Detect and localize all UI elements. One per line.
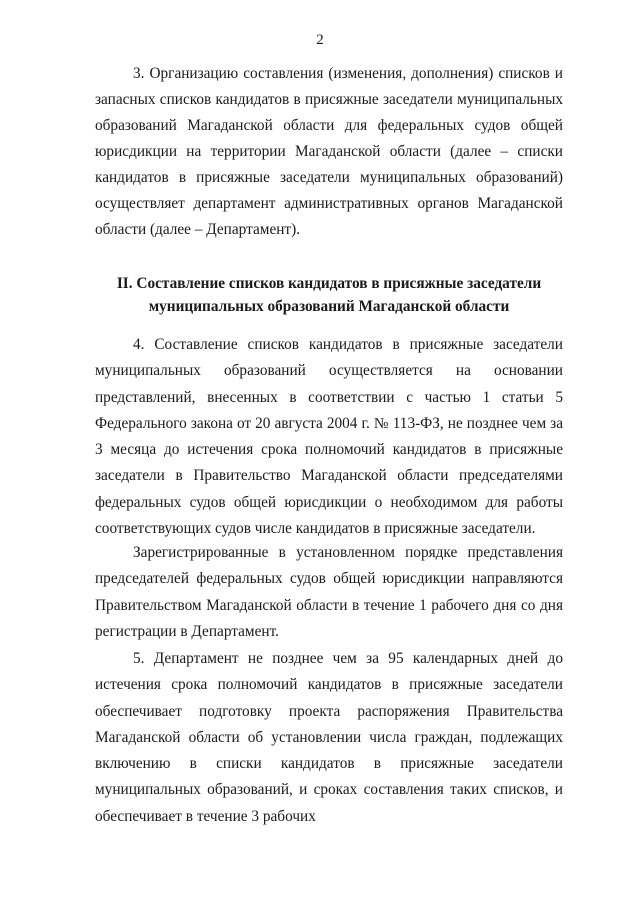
paragraph-3-block (95, 61, 563, 243)
paragraph-4b: Зарегистрированные в установленном порядке представления председателей федеральных судов общей юрисдикции направляются Правительством Магаданской области в течение 1 рабочего дня со дня регистрации в Департамент. (95, 544, 563, 640)
section-heading-line-2: муниципальных образований Магаданской области (148, 298, 510, 315)
page-number: 2 (316, 32, 324, 48)
section-heading-line-1: II. Составление списков кандидатов в присяжные заседатели (116, 275, 542, 292)
paragraph-4b-block (95, 540, 563, 645)
paragraph-4-block (95, 332, 563, 542)
paragraph-3: 3. Организацию составления (изменения, дополнения) списков и запасных списков кандидатов в присяжные заседатели муниципальных образований Магаданской области для федеральных судов общей юрисдикции на территории Магаданской области (далее – списки кандидатов в присяжные заседатели муниципальных образований) осуществляет департамент административных органов Магаданской области (далее – Департамент). (95, 65, 563, 238)
paragraph-4: 4. Составление списков кандидатов в присяжные заседатели муниципальных образований осуществляется на основании представлений, внесенных в соответствии с частью 1 статьи 5 Федерального закона от 20 августа 2004 г. № 113-ФЗ, не позднее чем за 3 месяца до истечения срока полномочий кандидатов в присяжные заседатели в Правительство Магаданской области председателями федеральных судов общей юрисдикции о необходимом для работы соответствующих судов числе кандидатов в присяжные заседатели. (95, 336, 563, 538)
section-heading (95, 272, 563, 318)
paragraph-5: 5. Департамент не позднее чем за 95 календарных дней до истечения срока полномочий кандидатов в присяжные заседатели обеспечивает подготовку проекта распоряжения Правительства Магаданской области об установлении числа граждан, подлежащих включению в списки кандидатов в присяжные заседатели муниципальных образований, и сроках составления таких списков, и обеспечивает в течение 3 рабочих (95, 650, 563, 825)
paragraph-5-block (95, 646, 563, 830)
